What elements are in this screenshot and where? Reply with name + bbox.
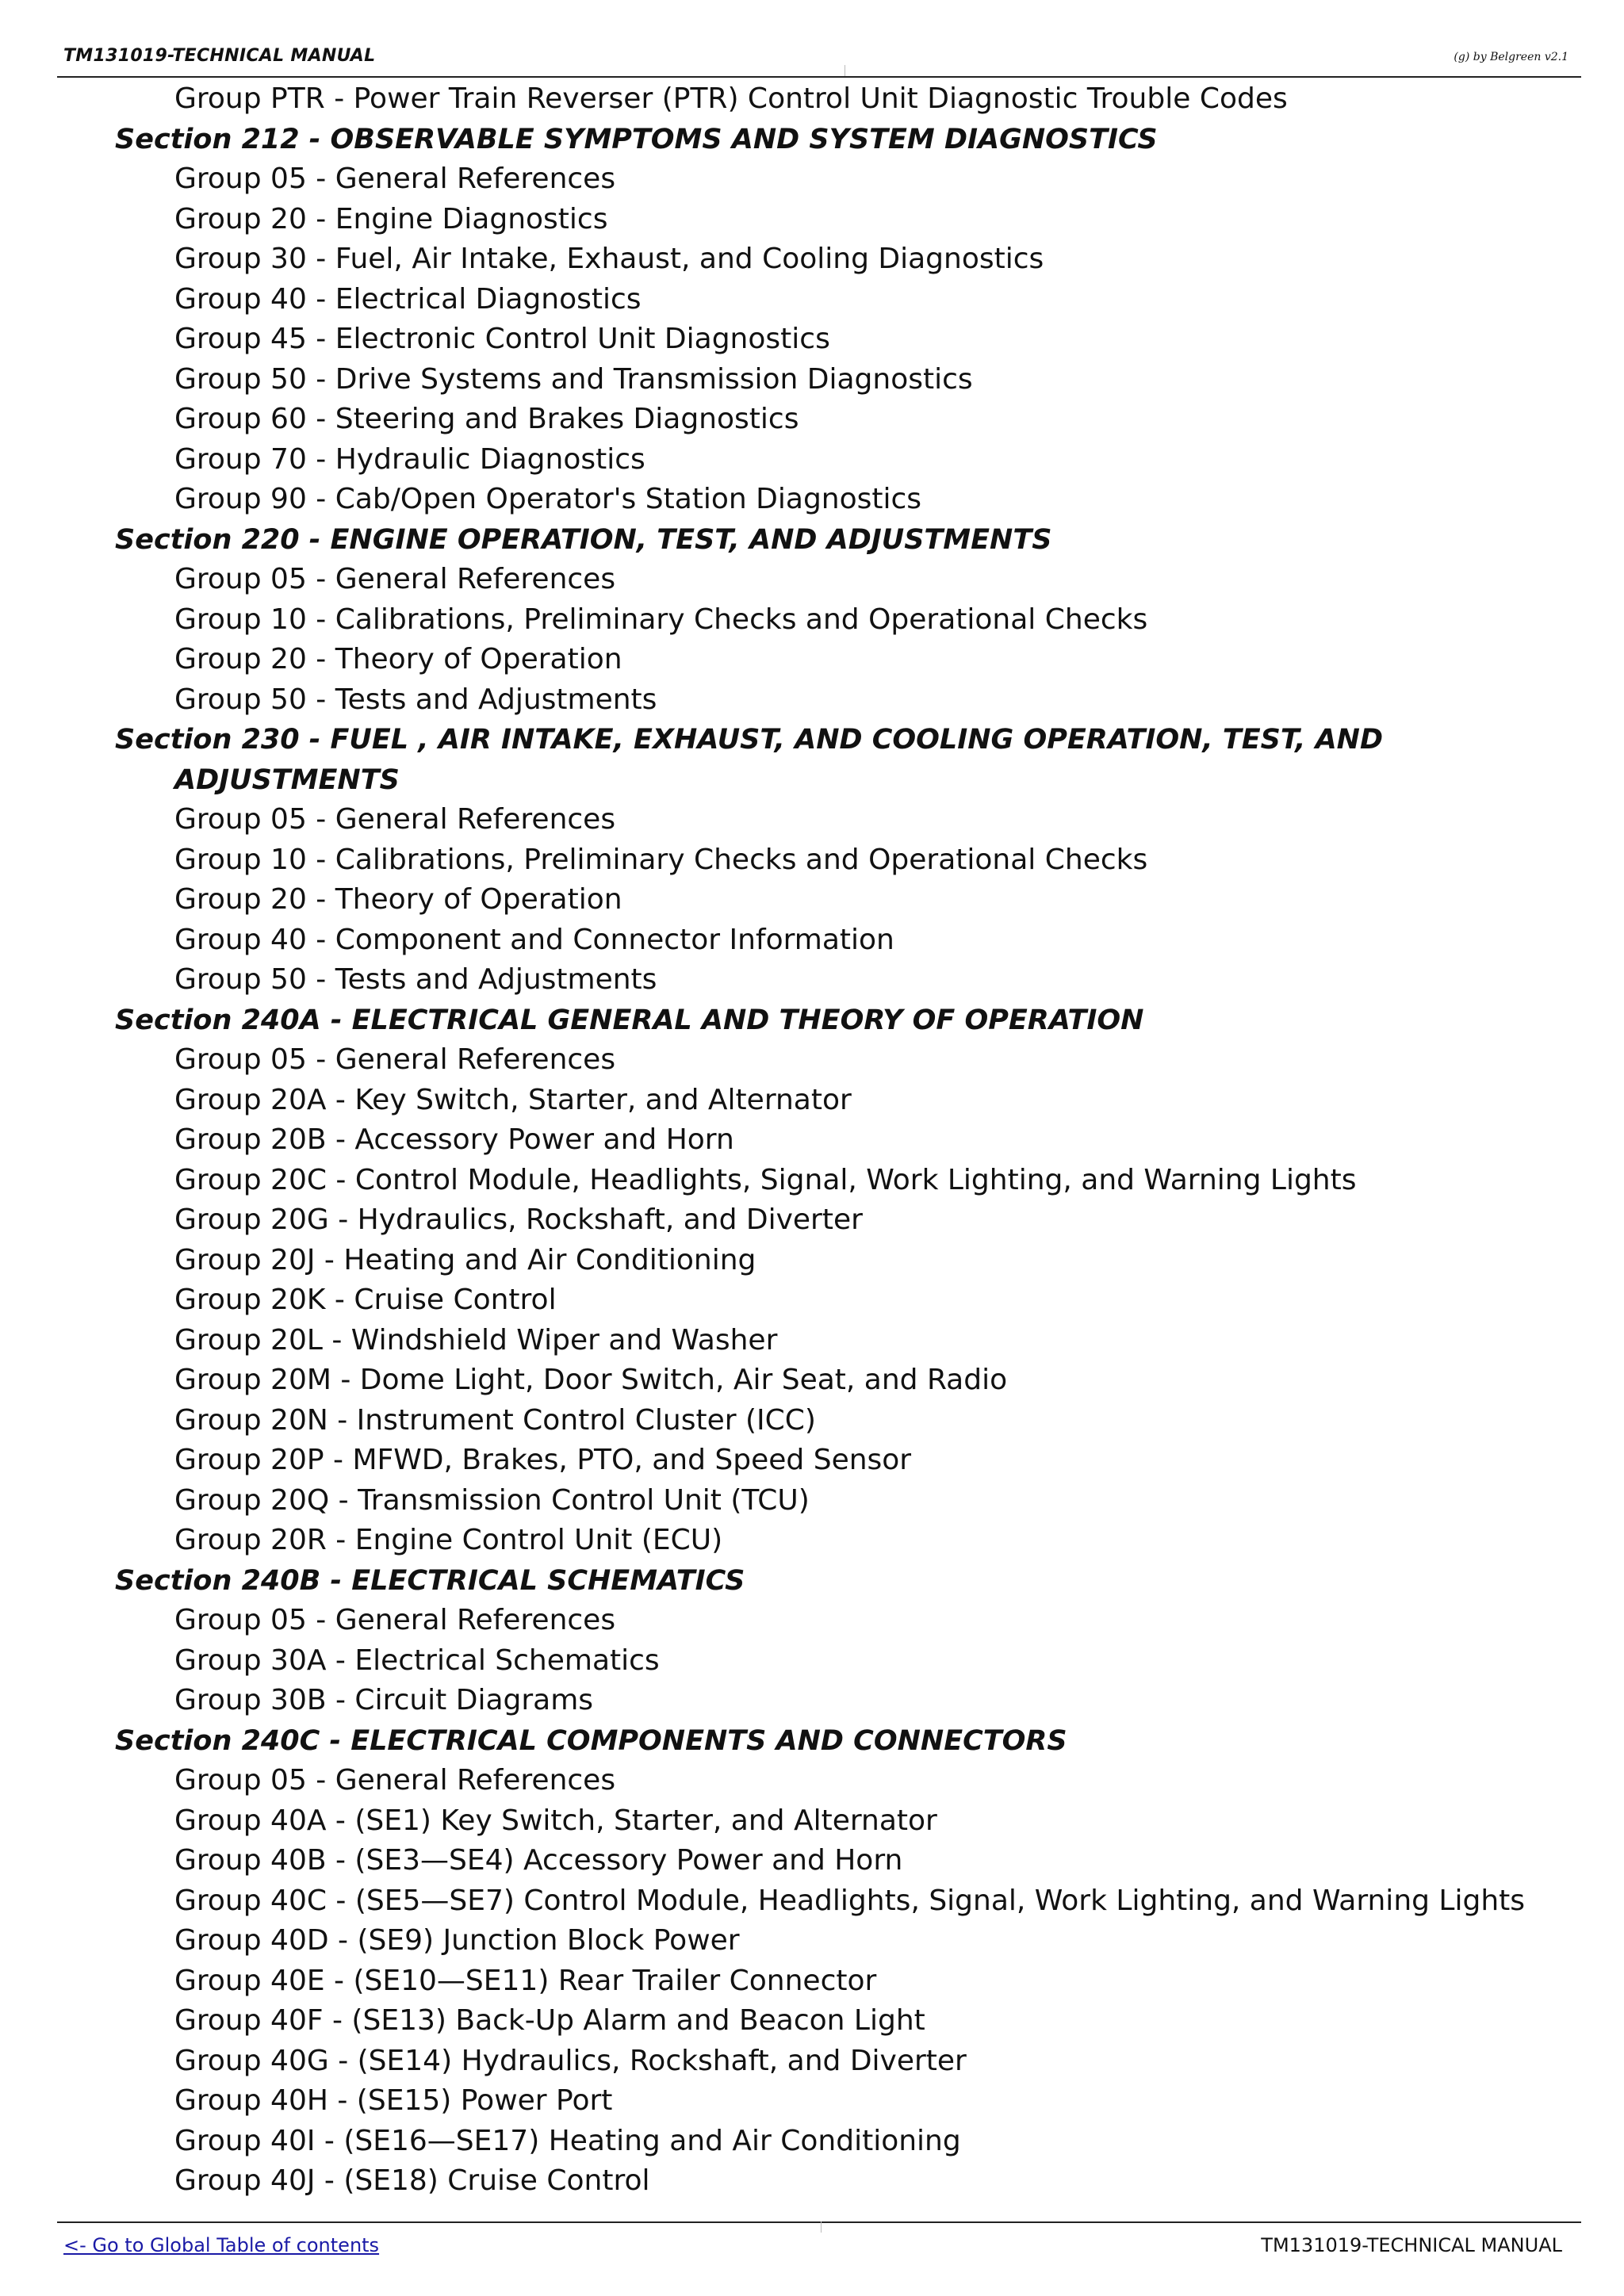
toc-group-link[interactable]: Group 40F - (SE13) Back-Up Alarm and Beacon Light (174, 2004, 925, 2037)
toc-group-link[interactable]: Group 40H - (SE15) Power Port (174, 2084, 613, 2117)
toc-group-link[interactable]: Group 20Q - Transmission Control Unit (TCU) (174, 1483, 810, 1517)
toc-group-link[interactable]: Group 50 - Tests and Adjustments (174, 683, 657, 716)
toc-group-link[interactable]: Group 40 - Component and Connector Information (174, 923, 894, 956)
toc-group-link[interactable]: Group 05 - General References (174, 1604, 616, 1636)
toc-group-link[interactable]: Group 40E - (SE10—SE11) Rear Trailer Connector (174, 1964, 877, 1997)
toc-group-link[interactable]: Group 20K - Cruise Control (174, 1284, 557, 1316)
toc-group-link[interactable]: Group 45 - Electronic Control Unit Diagnostics (174, 323, 830, 355)
toc-group-link[interactable]: Group 40G - (SE14) Hydraulics, Rockshaft, and Diverter (174, 2044, 967, 2077)
toc-group-link[interactable]: Group 30B - Circuit Diagrams (174, 1684, 594, 1716)
toc-section-heading: Section 240A - ELECTRICAL GENERAL AND THEORY OF OPERATION (115, 1004, 1144, 1036)
toc-group-link[interactable]: Group 20J - Heating and Air Conditioning (174, 1243, 756, 1276)
toc-group-link[interactable]: Group 20M - Dome Light, Door Switch, Air Seat, and Radio (174, 1364, 1008, 1396)
toc-group-link[interactable]: Group 05 - General References (174, 1764, 616, 1797)
toc-section-heading: ADJUSTMENTS (174, 763, 400, 796)
toc-group-link[interactable]: Group 20P - MFWD, Brakes, PTO, and Speed Sensor (174, 1444, 912, 1476)
toc-group-link[interactable]: Group 90 - Cab/Open Operator's Station Diagnostics (174, 483, 922, 515)
toc-group-link[interactable]: Group 20 - Engine Diagnostics (174, 202, 608, 235)
toc-group-link[interactable]: Group 50 - Drive Systems and Transmission Diagnostics (174, 362, 973, 396)
toc-group-link[interactable]: Group 40D - (SE9) Junction Block Power (174, 1924, 740, 1957)
toc-group-link[interactable]: Group 40A - (SE1) Key Switch, Starter, and Alternator (174, 1804, 937, 1837)
header-version: (g) by Belgreen v2.1 (1454, 51, 1568, 63)
toc-group-link[interactable]: Group 40C - (SE5—SE7) Control Module, Headlights, Signal, Work Lighting, and Warning Lights (174, 1884, 1526, 1917)
global-toc-link[interactable]: <- Go to Global Table of contents (63, 2234, 380, 2256)
toc-group-link[interactable]: Group 10 - Calibrations, Preliminary Checks and Operational Checks (174, 843, 1148, 876)
toc-section-heading: Section 220 - ENGINE OPERATION, TEST, AND ADJUSTMENTS (115, 523, 1052, 556)
toc-group-link[interactable]: Group 20N - Instrument Control Cluster (ICC) (174, 1403, 816, 1437)
toc-group-link[interactable]: Group 20 - Theory of Operation (174, 883, 622, 916)
footer-divider (57, 2221, 1581, 2223)
toc-group-link[interactable]: Group 20R - Engine Control Unit (ECU) (174, 1524, 723, 1556)
toc-group-link[interactable]: Group 30A - Electrical Schematics (174, 1644, 660, 1677)
toc-group-link[interactable]: Group 05 - General References (174, 1043, 616, 1076)
toc-section-heading: Section 240B - ELECTRICAL SCHEMATICS (115, 1564, 745, 1597)
toc-group-link[interactable]: Group 30 - Fuel, Air Intake, Exhaust, and Cooling Diagnostics (174, 243, 1044, 275)
toc-group-link[interactable]: Group 05 - General References (174, 803, 616, 836)
header-divider (57, 76, 1581, 78)
toc-group-link[interactable]: Group 20L - Windshield Wiper and Washer (174, 1323, 778, 1357)
toc-group-link[interactable]: Group 40I - (SE16—SE17) Heating and Air Conditioning (174, 2124, 961, 2157)
toc-group-link[interactable]: Group 40B - (SE3—SE4) Accessory Power and Horn (174, 1844, 903, 1877)
toc-group-link[interactable]: Group 40J - (SE18) Cruise Control (174, 2164, 650, 2197)
toc-group-link[interactable]: Group 05 - General References (174, 563, 616, 595)
toc-group-link[interactable]: Group 20C - Control Module, Headlights, Signal, Work Lighting, and Warning Lights (174, 1163, 1357, 1196)
header-title: TM131019-TECHNICAL MANUAL (63, 46, 376, 66)
toc-group-link[interactable]: Group 50 - Tests and Adjustments (174, 963, 657, 996)
toc-group-link[interactable]: Group PTR - Power Train Reverser (PTR) Control Unit Diagnostic Trouble Codes (174, 82, 1288, 115)
toc-group-link[interactable]: Group 05 - General References (174, 163, 616, 195)
toc-group-link[interactable]: Group 10 - Calibrations, Preliminary Checks and Operational Checks (174, 603, 1148, 636)
toc-section-heading: Section 240C - ELECTRICAL COMPONENTS AND CONNECTORS (115, 1724, 1067, 1757)
toc-group-link[interactable]: Group 40 - Electrical Diagnostics (174, 282, 642, 316)
toc-group-link[interactable]: Group 20B - Accessory Power and Horn (174, 1123, 734, 1156)
toc-section-heading: Section 230 - FUEL , AIR INTAKE, EXHAUST, AND COOLING OPERATION, TEST, AND (115, 724, 1384, 756)
toc-group-link[interactable]: Group 70 - Hydraulic Diagnostics (174, 442, 645, 476)
toc-group-link[interactable]: Group 20A - Key Switch, Starter, and Alternator (174, 1083, 852, 1116)
footer-manual-id: TM131019-TECHNICAL MANUAL (1261, 2234, 1562, 2256)
footer-divider-tick (821, 2221, 822, 2233)
toc-group-link[interactable]: Group 20 - Theory of Operation (174, 643, 622, 675)
toc-section-heading: Section 212 - OBSERVABLE SYMPTOMS AND SYSTEM DIAGNOSTICS (115, 123, 1158, 155)
toc-group-link[interactable]: Group 60 - Steering and Brakes Diagnostics (174, 403, 799, 435)
toc-group-link[interactable]: Group 20G - Hydraulics, Rockshaft, and Diverter (174, 1203, 863, 1236)
